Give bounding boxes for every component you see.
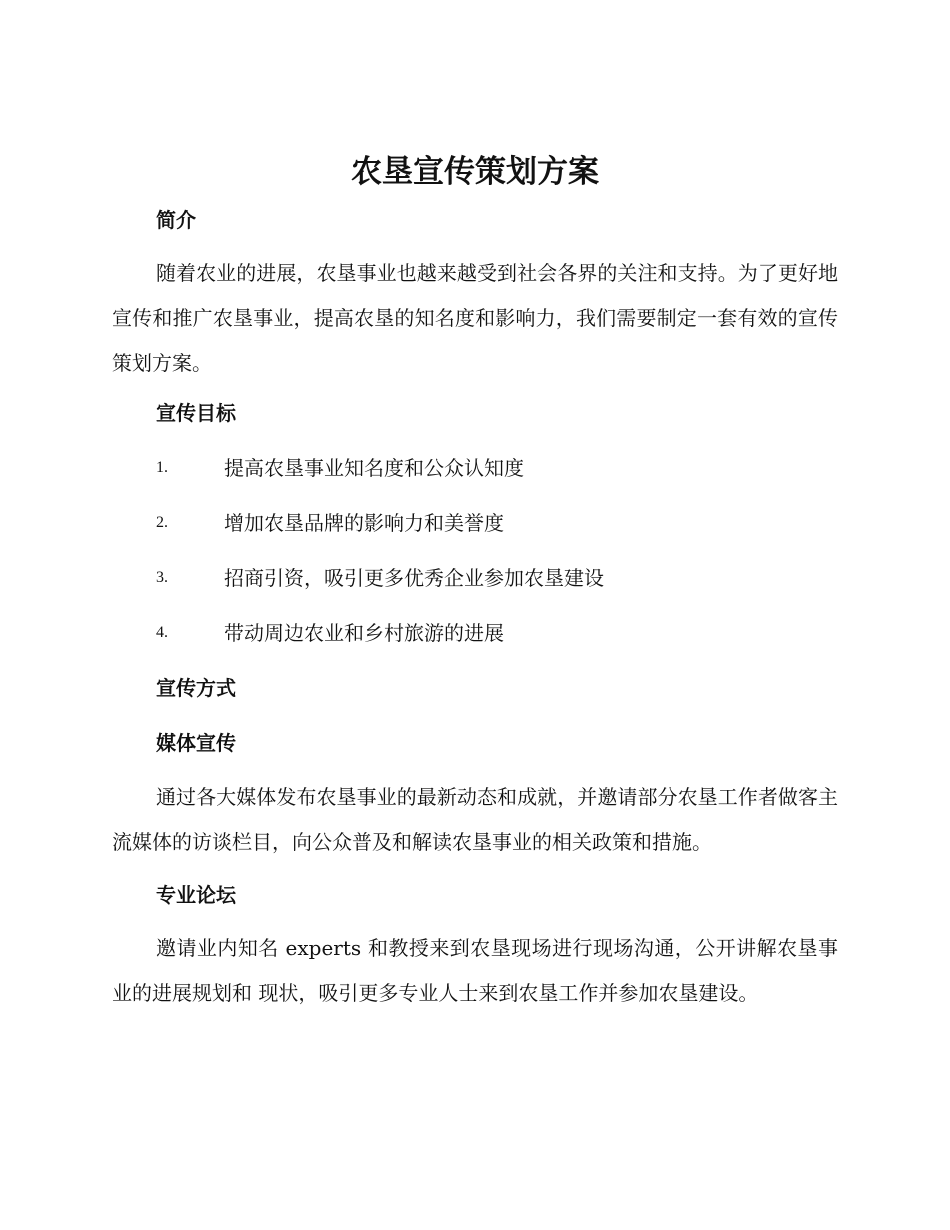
media-paragraph: 通过各大媒体发布农垦事业的最新动态和成就，并邀请部分农垦工作者做客主流媒体的访谈栏目，向公众普及和解读农垦事业的相关政策和措施。 xyxy=(112,785,838,854)
section-heading-forum: 专业论坛 xyxy=(156,883,236,907)
list-number: 1. xyxy=(156,459,168,476)
section-heading-media: 媒体宣传 xyxy=(156,731,236,755)
intro-paragraph: 随着农业的进展，农垦事业也越来越受到社会各界的关注和支持。为了更好地宣传和推广农垦事业，提高农垦的知名度和影响力，我们需要制定一套有效的宣传策划方案。 xyxy=(112,261,838,375)
list-text: 带动周边农业和乡村旅游的进展 xyxy=(224,621,504,645)
section-heading-goals: 宣传目标 xyxy=(156,401,236,425)
list-number: 3. xyxy=(156,569,168,586)
list-number: 2. xyxy=(156,514,168,531)
list-text: 招商引资，吸引更多优秀企业参加农垦建设 xyxy=(224,566,604,590)
forum-paragraph: 邀请业内知名 experts 和教授来到农垦现场进行现场沟通，公开讲解农垦事业的进展规划和 现状，吸引更多专业人士来到农垦工作并参加农垦建设。 xyxy=(112,936,838,1005)
document-title: 农垦宣传策划方案 xyxy=(351,154,599,190)
section-heading-intro: 简介 xyxy=(156,208,196,232)
list-number: 4. xyxy=(156,624,168,641)
list-text: 提高农垦事业知名度和公众认知度 xyxy=(224,456,524,480)
list-text: 增加农垦品牌的影响力和美誉度 xyxy=(224,511,504,535)
section-heading-methods: 宣传方式 xyxy=(156,676,236,700)
